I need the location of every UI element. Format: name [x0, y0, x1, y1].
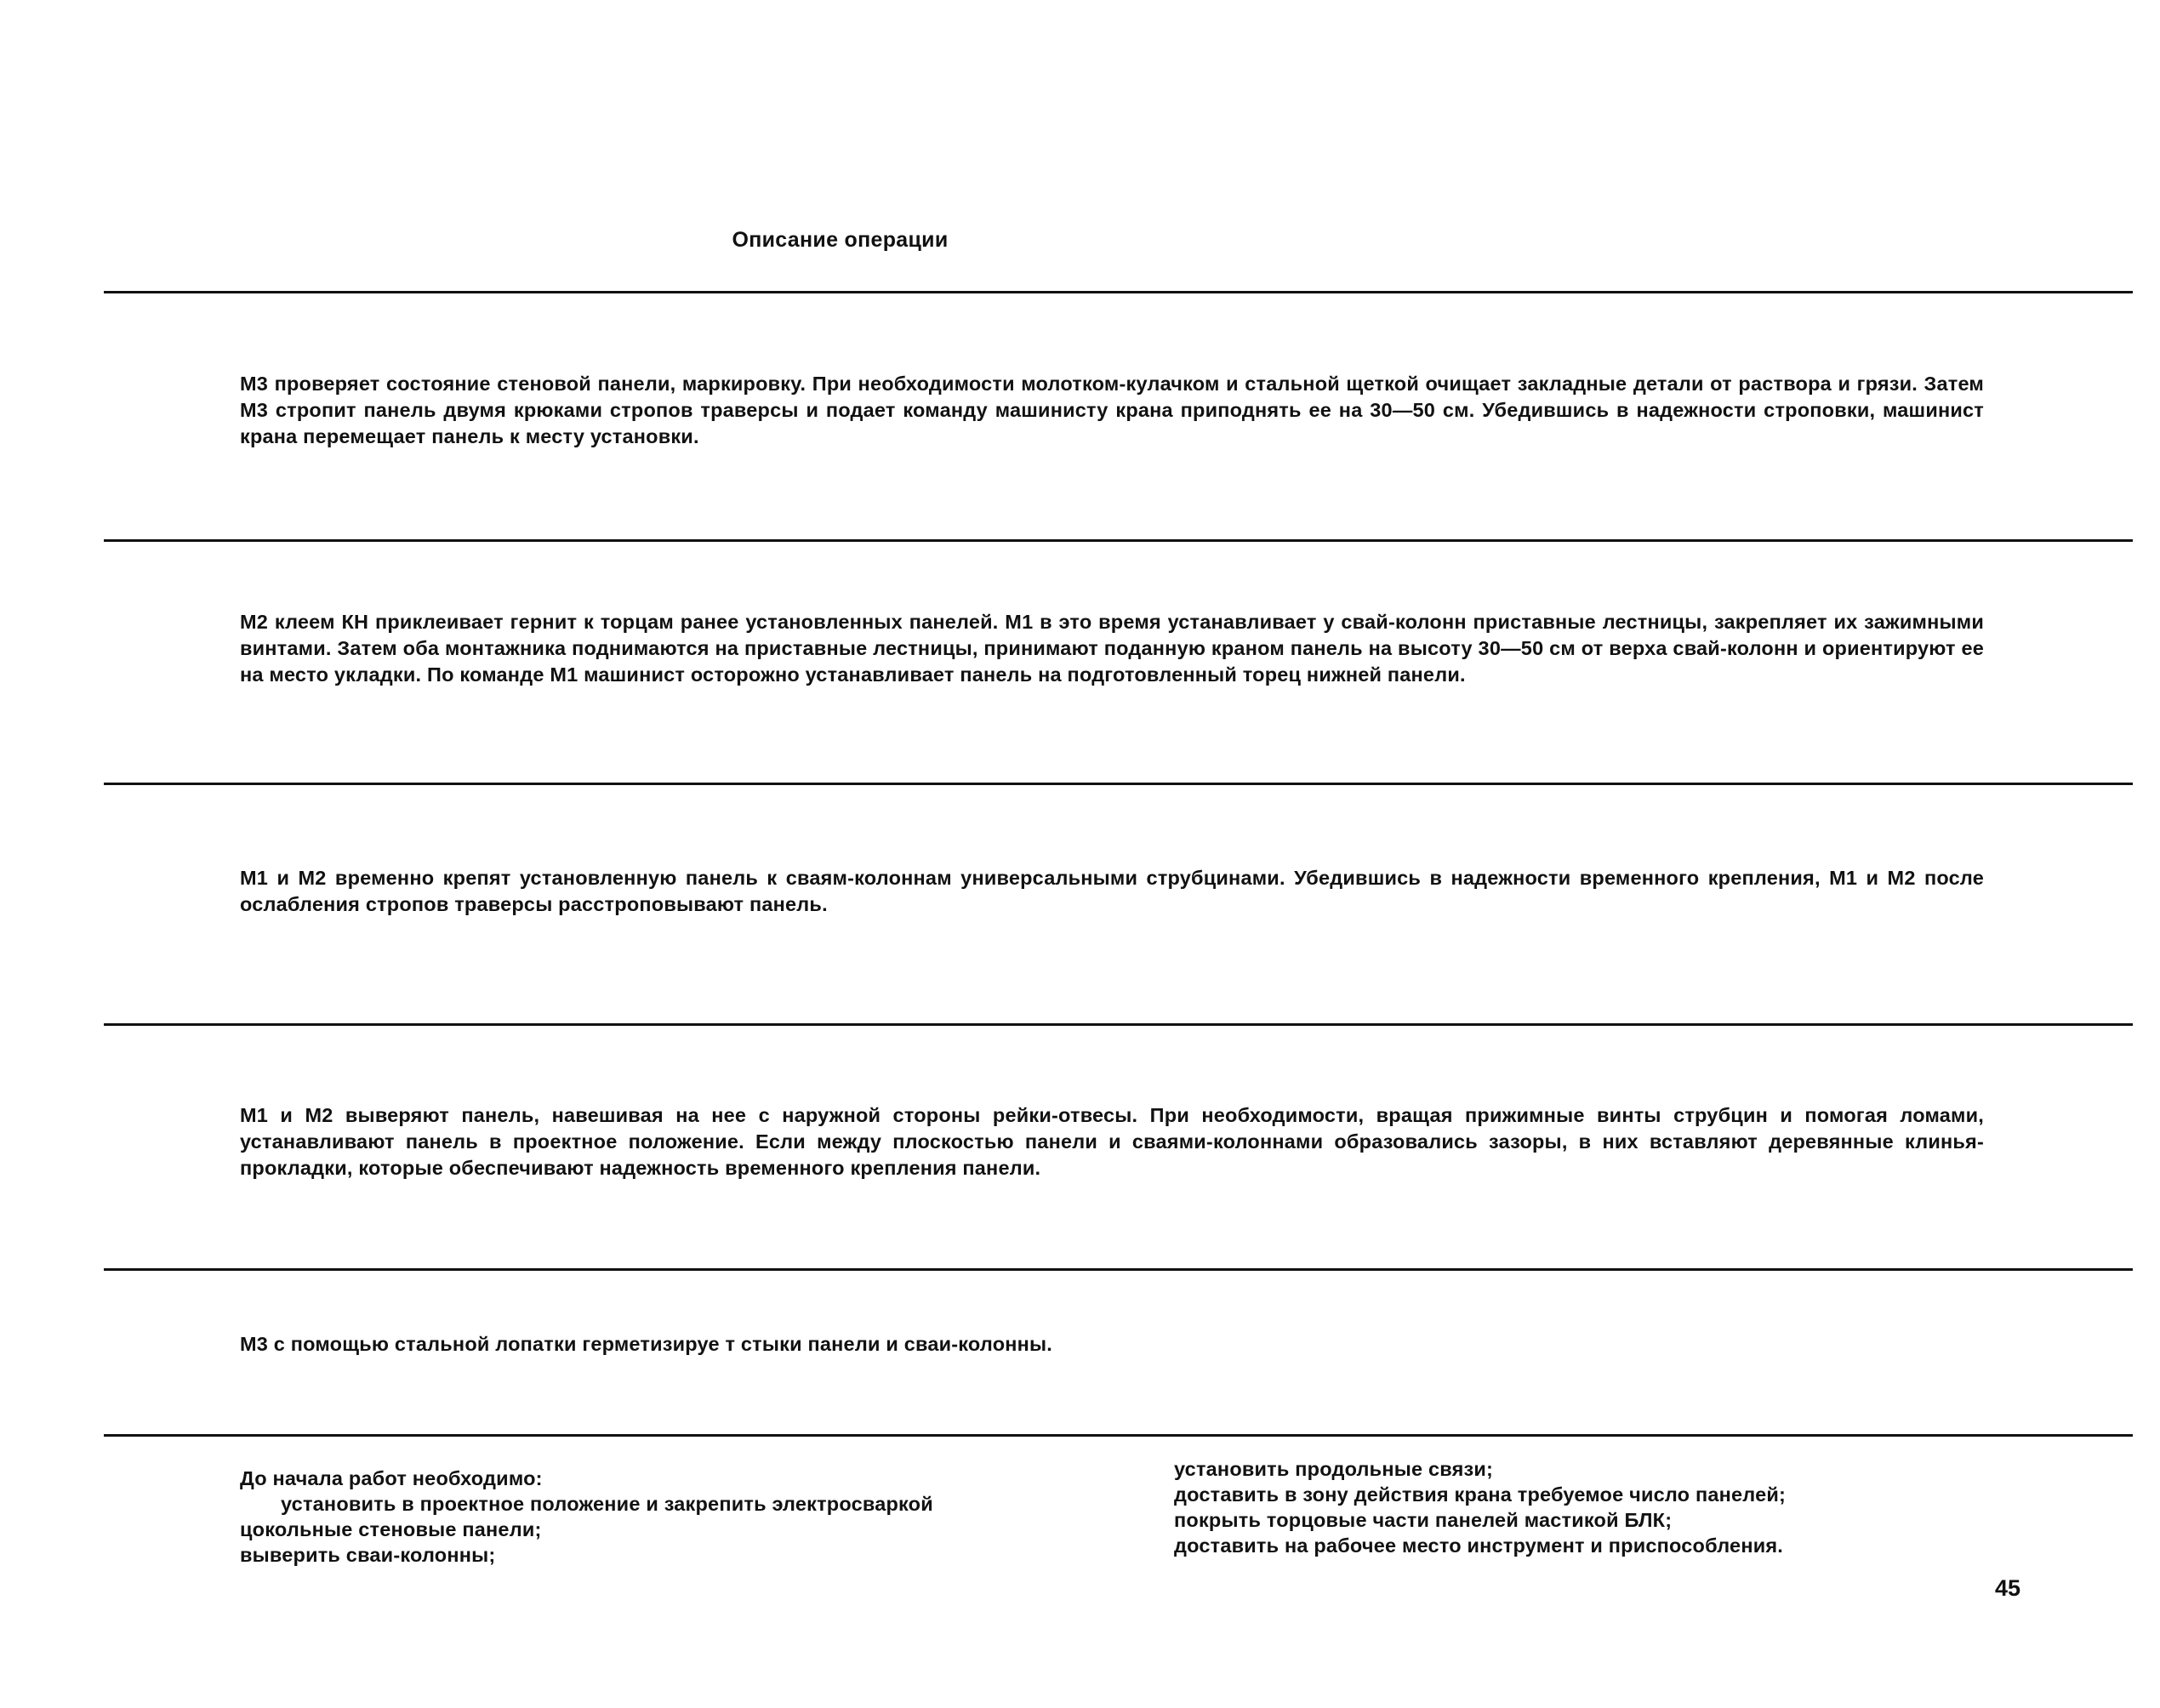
operation-paragraph-3: [240, 865, 1984, 918]
operation-text: М1 и М2 выверяют панель, навешивая на нее с наружной стороны рейки-отвесы. При необходимости, вращая прижимные винты струбцин и помогая ломами, устанавливают панель в проектное положение. Если между плоскостью панели и сваями-колоннами образовались зазоры, в них вставляют деревянные клинья-прокладки, которые обеспечивают надежность временного крепления панели.: [240, 1104, 1984, 1179]
operation-text: М3 проверяет состояние стеновой панели, маркировку. При необходимости молотком-кулачком и стальной щеткой очищает закладные детали от раствора и грязи. Затем М3 стропит панель двумя крюками стропов траверсы и подает команду машинисту крана приподнять ее на 30—50 см. Убедившись в надежности строповки, машинист крана перемещает панель к месту установки.: [240, 373, 1984, 447]
prerequisite-item: установить в проектное положение и закрепить электросваркой: [281, 1493, 933, 1515]
divider-rule: [104, 1434, 2133, 1437]
operation-paragraph-4: [240, 1102, 1984, 1181]
prerequisites-right: [1174, 1456, 1786, 1558]
divider-rule: [104, 1268, 2133, 1271]
operation-paragraph-1: [240, 371, 1984, 450]
page-number: 45: [1995, 1575, 2021, 1601]
divider-rule: [104, 1023, 2133, 1026]
page-title: Описание операции: [732, 228, 949, 252]
prerequisite-item: цокольные стеновые панели;: [240, 1518, 542, 1540]
prerequisite-item: доставить на рабочее место инструмент и приспособления.: [1174, 1534, 1784, 1557]
prerequisites-heading: До начала работ необходимо:: [240, 1467, 543, 1489]
operation-paragraph-2: [240, 609, 1984, 688]
prerequisite-item: установить продольные связи;: [1174, 1458, 1494, 1480]
divider-rule: [104, 783, 2133, 785]
divider-rule: [104, 539, 2133, 542]
prerequisite-item: выверить сваи-колонны;: [240, 1544, 496, 1566]
prerequisite-item: покрыть торцовые части панелей мастикой БЛК;: [1174, 1509, 1673, 1531]
prerequisites-left: [240, 1466, 933, 1568]
prerequisite-item: доставить в зону действия крана требуемое число панелей;: [1174, 1483, 1787, 1506]
header-rule: [104, 291, 2133, 293]
operation-text: М2 клеем КН приклеивает гернит к торцам ранее установленных панелей. М1 в это время устанавливает у свай-колонн приставные лестницы, закрепляет их зажимными винтами. Затем оба монтажника поднимаются на приставные лестницы, принимают поданную краном панель на высоту 30—50 см от верха свай-колонн и ориентируют ее на место укладки. По команде М1 машинист осторожно устанавливает панель на подготовленный торец нижней панели.: [240, 611, 1984, 686]
operation-text: М1 и М2 временно крепят установленную панель к сваям-колоннам универсальными струбцинами. Убедившись в надежности временного крепления, М1 и М2 после ослабления стропов траверсы расстроповывают панель.: [240, 867, 1984, 915]
operation-paragraph-5: [240, 1331, 1984, 1358]
operation-text: М3 с помощью стальной лопатки герметизируе т стыки панели и сваи-колонны.: [240, 1333, 1053, 1355]
